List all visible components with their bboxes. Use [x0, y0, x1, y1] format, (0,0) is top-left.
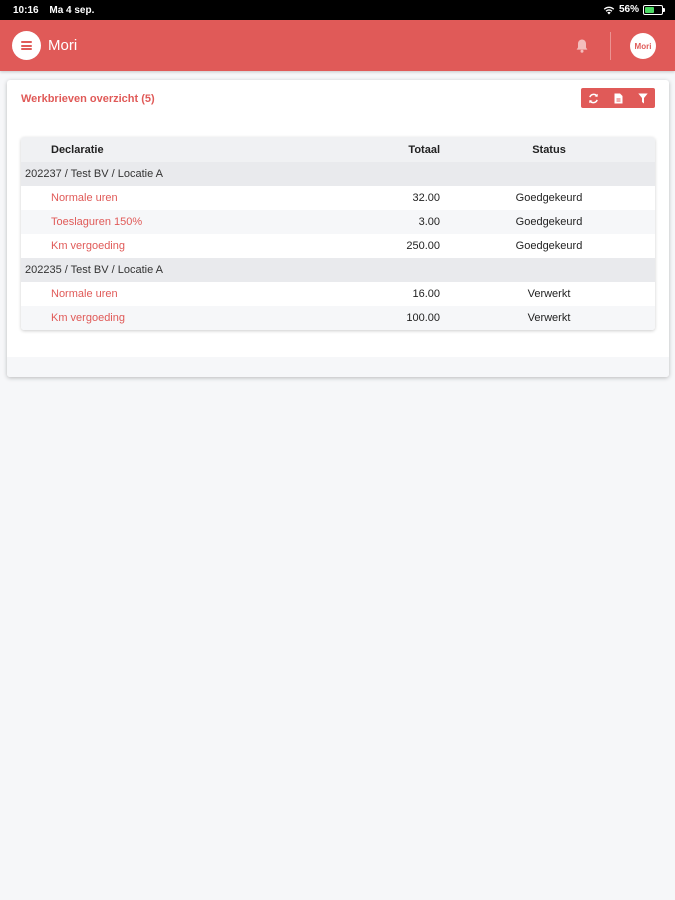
- app-title: Mori: [48, 37, 78, 54]
- menu-button[interactable]: [12, 31, 41, 60]
- group-label: 202235 / Test BV / Locatie A: [25, 264, 164, 276]
- group-label: 202237 / Test BV / Locatie A: [25, 168, 164, 180]
- row-totaal: 100.00: [406, 312, 440, 324]
- row-status: Goedgekeurd: [515, 240, 583, 252]
- row-totaal: 32.00: [412, 192, 440, 204]
- refresh-button[interactable]: [581, 88, 606, 108]
- declaraties-table: [21, 137, 655, 330]
- card-title: Werkbrieven overzicht (5): [21, 93, 155, 105]
- row-declaratie[interactable]: Toeslaguren 150%: [51, 216, 143, 228]
- row-status: Verwerkt: [527, 288, 571, 300]
- status-time: 10:16: [13, 5, 39, 16]
- row-declaratie[interactable]: Km vergoeding: [51, 240, 125, 252]
- table-row[interactable]: [21, 210, 655, 234]
- filter-icon: [638, 93, 648, 104]
- row-totaal: 250.00: [406, 240, 440, 252]
- card-toolbar: [581, 88, 655, 108]
- battery-icon: [643, 5, 663, 15]
- refresh-icon: [588, 93, 599, 104]
- row-declaratie[interactable]: Normale uren: [51, 288, 118, 300]
- export-button[interactable]: [606, 88, 631, 108]
- table-row[interactable]: [21, 306, 655, 330]
- row-totaal: 3.00: [418, 216, 440, 228]
- export-icon: [614, 93, 623, 104]
- header-declaratie: Declaratie: [51, 143, 104, 156]
- avatar[interactable]: Mori: [630, 33, 656, 59]
- table-row[interactable]: [21, 186, 655, 210]
- bell-icon[interactable]: [575, 38, 589, 54]
- werkbrieven-card: [7, 80, 669, 377]
- row-totaal: 16.00: [412, 288, 440, 300]
- app-bar: [0, 20, 675, 71]
- status-date: Ma 4 sep.: [49, 5, 95, 16]
- row-declaratie[interactable]: Km vergoeding: [51, 312, 125, 324]
- status-bar: [0, 0, 675, 20]
- table-header: [21, 137, 655, 162]
- table-row[interactable]: [21, 282, 655, 306]
- appbar-divider: [610, 32, 611, 60]
- battery-percent: 56%: [618, 4, 639, 15]
- wifi-icon: [603, 5, 615, 15]
- table-group-row: [21, 162, 655, 186]
- table-row[interactable]: [21, 234, 655, 258]
- header-totaal: Totaal: [408, 143, 440, 156]
- row-declaratie[interactable]: Normale uren: [51, 192, 118, 204]
- card-footer: [7, 357, 669, 377]
- menu-icon: [21, 41, 32, 50]
- row-status: Goedgekeurd: [515, 216, 583, 228]
- header-status: Status: [532, 143, 566, 156]
- row-status: Goedgekeurd: [515, 192, 583, 204]
- row-status: Verwerkt: [527, 312, 571, 324]
- table-group-row: [21, 258, 655, 282]
- filter-button[interactable]: [630, 88, 655, 108]
